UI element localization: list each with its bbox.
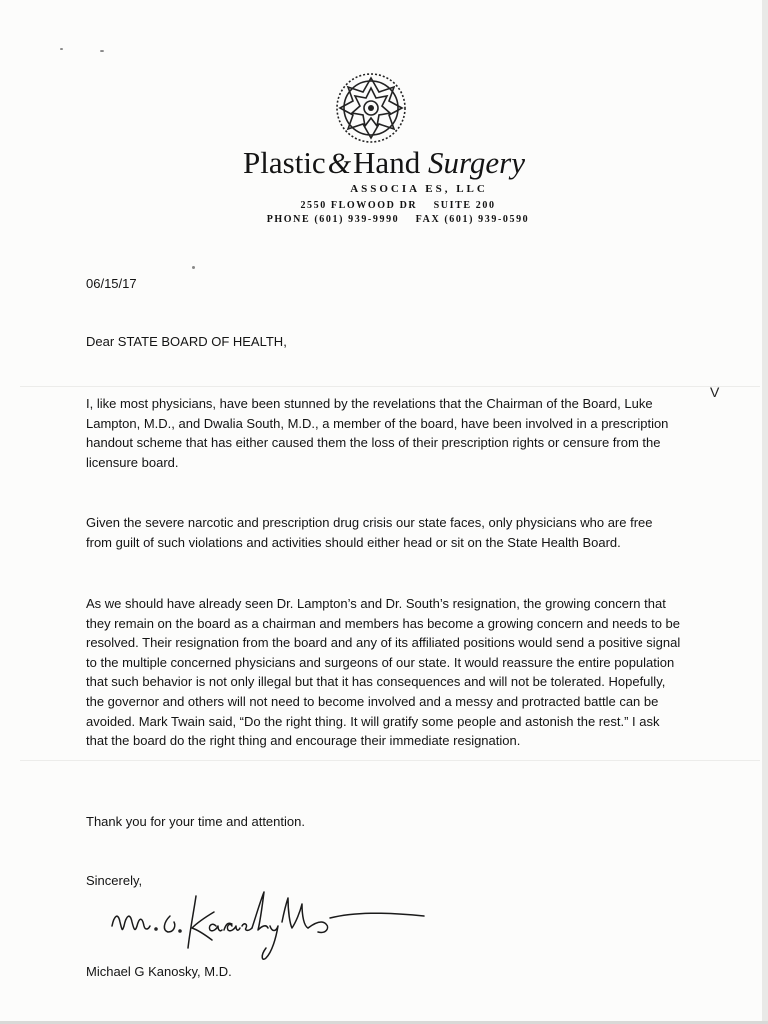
scan-artifact [20,760,760,761]
letterhead [0,146,768,225]
letter-closing: Sincerely, [86,873,143,888]
signer-name: Michael G Kanosky, M.D. [86,964,232,979]
practice-name-part3: Surgery [427,145,525,180]
practice-name [0,146,768,181]
practice-name-part2: Hand [353,145,421,180]
associates-text: ASSOCIA [350,183,420,195]
phone-number: PHONE (601) 939-9990 [266,214,400,225]
fax-number: FAX (601) 939-0590 [415,214,530,225]
scan-speck [60,48,63,50]
address-suite: SUITE 200 [433,200,496,211]
scan-artifact [20,386,760,387]
letter-salutation: Dear STATE BOARD OF HEALTH, [86,334,287,349]
letter-paragraph-2: Given the severe narcotic and prescription drug crisis our state faces, only physicians who are free from guilt of such violations and activities should either head or sit on the State Health Board. [86,515,653,550]
associates-rest: ES, LLC [425,183,488,195]
practice-logo-icon [330,70,412,146]
practice-name-part1: Plastic [243,145,326,180]
practice-address [28,200,768,211]
letter-paragraph-3: As we should have already seen Dr. Lampton’s and Dr. South’s resignation, the growing concern that they remain on the board as a chairman and members has become a growing concern and needs to be resolved. Their resignation from the board and any of its affiliated positions would send a positive signal to the multiple concerned physicians and surgeons of our state. It would reassure the entire population that such behavior is not only illegal but that it has consequences and will not be tolerated. Hopefully, the governor and others will not need to become involved and a messy and protracted battle can be avoided. Mark Twain said, “Do the right thing. It will gratify some people and astonish the rest.” I ask that the board do the right thing and encourage their immediate resignation. [86,596,681,749]
margin-check-mark: V [710,384,720,400]
letter-date: 06/15/17 [86,276,137,291]
address-street: 2550 FLOWOOD DR [300,200,418,211]
letter-paragraph-1: I, like most physicians, have been stunned by the revelations that the Chairman of the Board, Luke Lampton, M.D., and Dwalia South, M.D., a member of the board, have been involved in a prescription handout scheme that has either caused them the loss of their prescription rights or censure from the licensure board. [86,396,669,470]
letter-thanks: Thank you for your time and attention. [86,814,305,829]
scan-speck [192,266,195,269]
scan-speck [100,50,104,52]
handwritten-signature [104,882,434,968]
practice-contact [28,214,768,225]
practice-associates [70,183,768,195]
practice-name-ampersand: & [327,147,352,180]
